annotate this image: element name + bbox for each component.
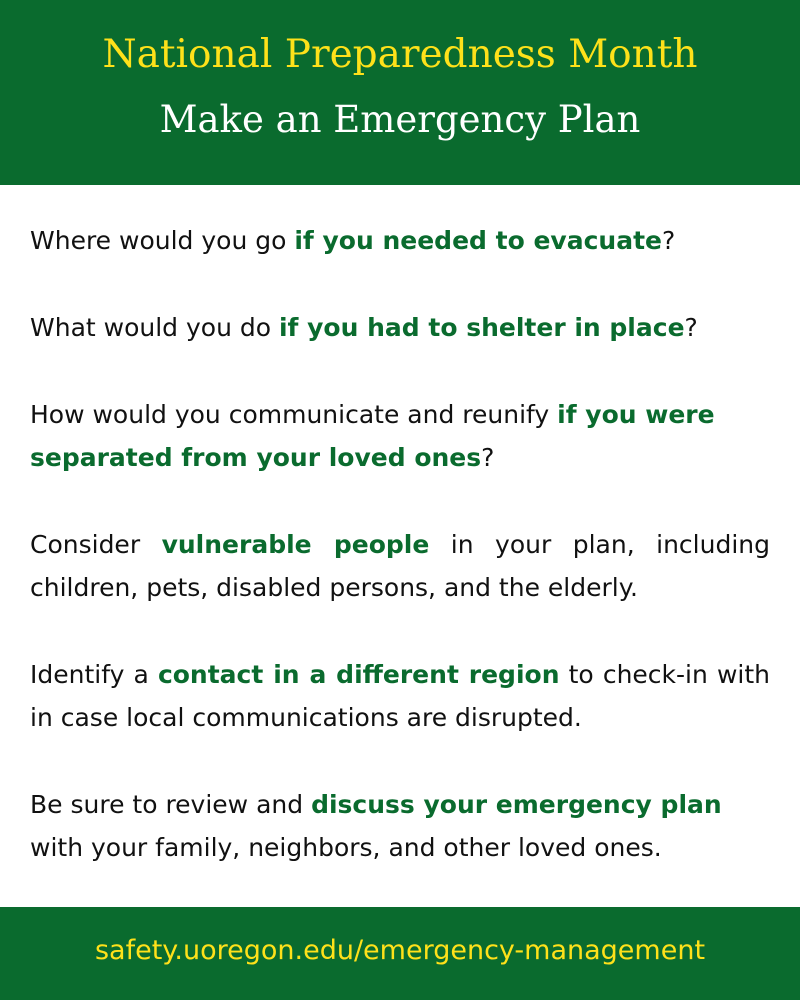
paragraph-text: ? [684,313,698,342]
paragraph-text: How would you communicate and reunify [30,400,558,429]
paragraph-discuss [30,783,770,869]
paragraph-highlight: if you were separated from your loved ones [30,400,715,472]
paragraph-text: to check-in with in case local communications are disrupted. [30,660,770,732]
paragraph-text: ? [481,443,495,472]
paragraph-vulnerable [30,523,770,609]
paragraph-text: Be sure to review and [30,790,312,819]
paragraph-contact [30,653,770,739]
paragraph-highlight: if you needed to evacuate [294,226,662,255]
paragraph-highlight: if you had to shelter in place [278,313,685,342]
header-banner [0,0,800,185]
paragraph-communicate [30,393,770,479]
paragraph-highlight: discuss your emergency plan [311,790,722,819]
page-title: National Preparedness Month [102,32,698,77]
paragraph-text: Identify a [30,660,158,689]
paragraph-shelter [30,306,770,349]
footer-link[interactable]: safety.uoregon.edu/emergency-management [94,935,706,966]
paragraph-text: Consider [30,530,162,559]
page-subtitle: Make an Emergency Plan [159,98,641,141]
paragraph-highlight: vulnerable people [161,530,430,559]
footer-banner [0,907,800,1000]
paragraph-text: with your family, neighbors, and other loved ones. [30,833,662,862]
paragraph-text: in your plan, including children, pets, disabled persons, and the elderly. [30,530,770,602]
paragraph-text: What would you do [30,313,279,342]
content-body [30,219,770,913]
paragraph-text: ? [661,226,676,255]
paragraph-evacuate [30,219,770,262]
paragraph-highlight: contact in a different region [157,660,560,689]
paragraph-text: Where would you go [30,226,295,255]
